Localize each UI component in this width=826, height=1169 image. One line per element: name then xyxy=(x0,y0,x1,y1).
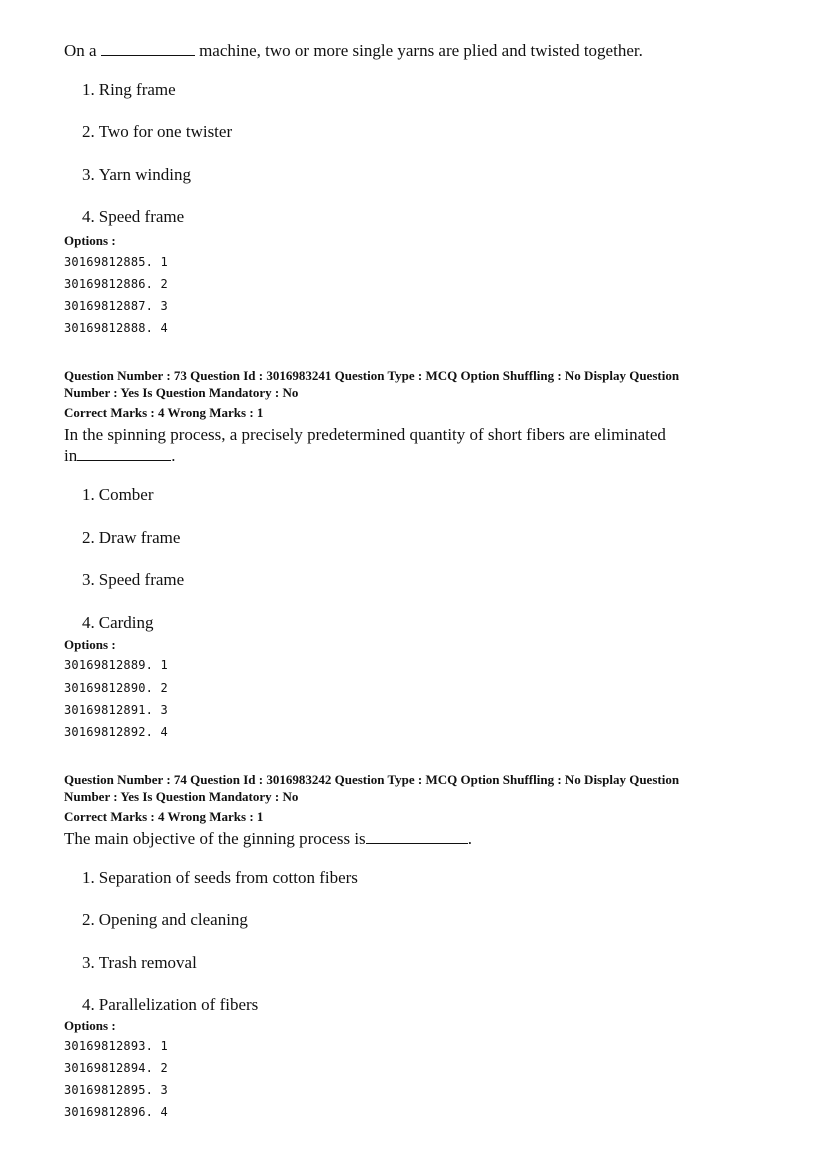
q72-choice-1: 1. Ring frame xyxy=(82,80,176,99)
answer-blank xyxy=(77,446,171,461)
q72-option-id-1: 30169812885. 1 xyxy=(64,255,168,269)
q73-choice-2: 2. Draw frame xyxy=(82,528,181,547)
q73-options-label: Options : xyxy=(64,637,116,652)
q74-choice-4: 4. Parallelization of fibers xyxy=(82,995,259,1014)
q72-options-label: Options : xyxy=(64,233,116,248)
q74-option-id-1: 30169812893. 1 xyxy=(64,1039,168,1053)
q72-option-id-2: 30169812886. 2 xyxy=(64,277,168,291)
q74-choice-2: 2. Opening and cleaning xyxy=(82,910,248,929)
question-72-text: On a machine, two or more single yarns are plied and twisted together. xyxy=(64,41,643,60)
q72-option-id-4: 30169812888. 4 xyxy=(64,321,168,335)
q74-choice-3: 3. Trash removal xyxy=(82,953,197,972)
answer-blank xyxy=(101,41,195,56)
q73-option-id-1: 30169812889. 1 xyxy=(64,658,168,672)
q73-option-id-2: 30169812890. 2 xyxy=(64,681,168,695)
q74-option-id-3: 30169812895. 3 xyxy=(64,1083,168,1097)
q74-option-id-4: 30169812896. 4 xyxy=(64,1105,168,1119)
q74-choice-1: 1. Separation of seeds from cotton fibers xyxy=(82,868,358,887)
q74-option-id-2: 30169812894. 2 xyxy=(64,1061,168,1075)
question-73-text: In the spinning process, a precisely predetermined quantity of short fibers are eliminated in . xyxy=(64,425,666,465)
q74-meta: Question Number : 74 Question Id : 3016983242 Question Type : MCQ Option Shuffling : No Display Question Number : Yes Is Question Mandatory : No xyxy=(64,772,680,804)
q73-meta: Question Number : 73 Question Id : 3016983241 Question Type : MCQ Option Shuffling : No Display Question Number : Yes Is Question Mandatory : No xyxy=(64,368,680,400)
q73-choice-3: 3. Speed frame xyxy=(82,570,185,589)
q72-choice-2: 2. Two for one twister xyxy=(82,122,233,141)
q74-options-label: Options : xyxy=(64,1018,116,1033)
q74-marks: Correct Marks : 4 Wrong Marks : 1 xyxy=(64,809,264,824)
answer-blank xyxy=(366,829,468,844)
q73-choice-1: 1. Comber xyxy=(82,485,154,504)
q73-choice-4: 4. Carding xyxy=(82,613,154,632)
q72-option-id-3: 30169812887. 3 xyxy=(64,299,168,313)
q72-choice-4: 4. Speed frame xyxy=(82,207,185,226)
q73-option-id-3: 30169812891. 3 xyxy=(64,703,168,717)
q73-marks: Correct Marks : 4 Wrong Marks : 1 xyxy=(64,405,264,420)
q72-choice-3: 3. Yarn winding xyxy=(82,165,192,184)
q73-option-id-4: 30169812892. 4 xyxy=(64,725,168,739)
question-74-text: The main objective of the ginning process is . xyxy=(64,829,472,848)
